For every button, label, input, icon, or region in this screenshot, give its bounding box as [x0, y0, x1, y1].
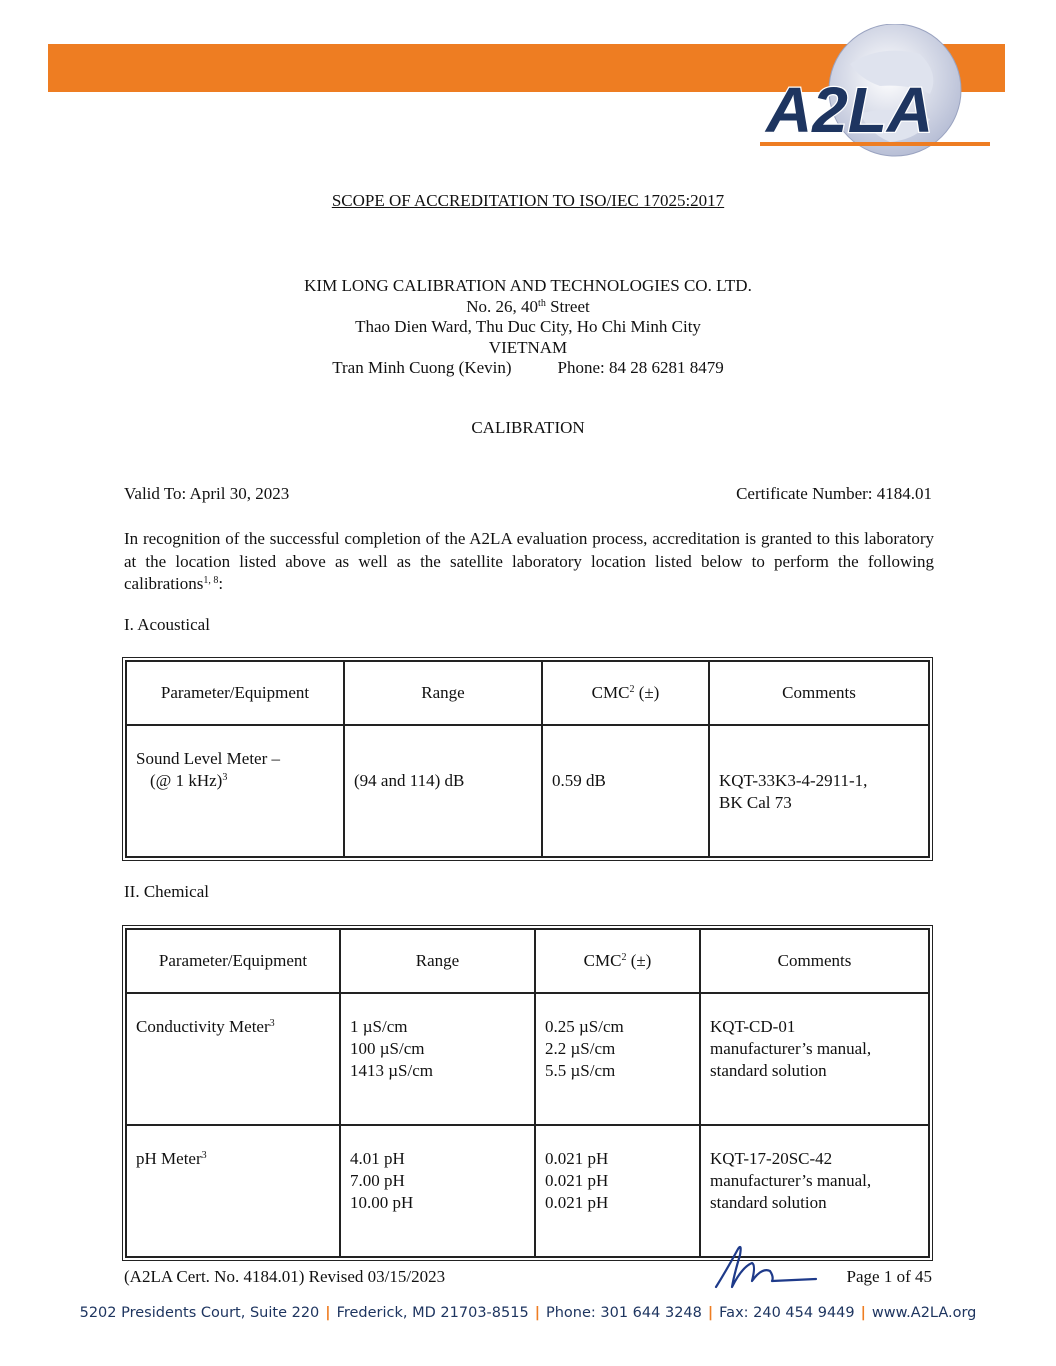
page-title: SCOPE OF ACCREDITATION TO ISO/IEC 17025:2017	[331, 191, 725, 210]
address-website-link[interactable]: www.A2LA.org	[871, 1305, 977, 1321]
address-fax: Fax: 240 454 9449	[719, 1305, 855, 1321]
col-header-range: Range	[340, 929, 535, 993]
col-header-cmc: CMC$^2$ (±)	[535, 929, 700, 993]
page-number: Page 1 of 45	[846, 1267, 932, 1286]
lab-street: No. 26, 40th Street	[466, 296, 590, 316]
a2la-globe-logo-icon	[760, 24, 990, 164]
table-row	[126, 993, 929, 1125]
contact-phone: Phone: 84 28 6281 8479	[557, 358, 724, 377]
intro-paragraph: In recognition of the successful completion of the A2LA evaluation process, accreditation is granted to this laboratory at the location listed above as well as the satellite laboratory location listed below to perform the following calibrations$^{1, 8}$:	[124, 529, 934, 593]
table-row	[126, 1125, 929, 1257]
acoustical-table	[122, 657, 933, 861]
col-header-comments: Comments	[700, 929, 929, 993]
col-header-param: Parameter/Equipment	[126, 929, 340, 993]
cell-cmc: 0.25 µS/cm 2.2 µS/cm 5.5 µS/cm	[535, 993, 700, 1125]
certificate-number: Certificate Number: 4184.01	[736, 484, 932, 503]
col-header-param: Parameter/Equipment	[126, 661, 344, 725]
cell-param: Conductivity Meter$^3$	[126, 993, 340, 1125]
table-header-row	[126, 929, 929, 993]
cell-range: 4.01 pH 7.00 pH 10.00 pH	[340, 1125, 535, 1257]
chemical-table	[122, 925, 933, 1261]
cell-param: Sound Level Meter – (@ 1 kHz)$^3$	[126, 725, 344, 857]
valid-to: Valid To: April 30, 2023	[124, 484, 290, 503]
signature-icon	[712, 1241, 822, 1291]
cell-param: pH Meter$^3$	[126, 1125, 340, 1257]
address-bar: 5202 Presidents Court, Suite 220 | Frederick, MD 21703-8515 | Phone: 301 644 3248 | Fax: 240 454 9449 | www.A2LA.org	[79, 1305, 977, 1321]
logo-wordmark: A2LA	[766, 74, 934, 146]
table-header-row	[126, 661, 929, 725]
address-street: 5202 Presidents Court, Suite 220	[79, 1305, 320, 1321]
revision-note: (A2LA Cert. No. 4184.01) Revised 03/15/2023	[124, 1267, 446, 1286]
lab-contact	[0, 358, 1056, 379]
lab-address-block	[0, 276, 1056, 379]
col-header-range: Range	[344, 661, 542, 725]
col-header-comments: Comments	[709, 661, 929, 725]
table-row	[126, 725, 929, 857]
section-heading-acoustical: I. Acoustical	[124, 615, 210, 634]
address-phone: Phone: 301 644 3248	[545, 1305, 702, 1321]
lab-country: VIETNAM	[488, 337, 568, 357]
section-heading-chemical: II. Chemical	[124, 882, 209, 901]
cell-range: 1 µS/cm 100 µS/cm 1413 µS/cm	[340, 993, 535, 1125]
cell-cmc: 0.59 dB	[542, 725, 709, 857]
cell-comments: KQT-33K3-4-2911-1, BK Cal 73	[709, 725, 929, 857]
lab-city: Thao Dien Ward, Thu Duc City, Ho Chi Minh City	[355, 317, 701, 336]
cell-cmc: 0.021 pH 0.021 pH 0.021 pH	[535, 1125, 700, 1257]
lab-name: KIM LONG CALIBRATION AND TECHNOLOGIES CO. LTD.	[304, 276, 752, 295]
contact-name: Tran Minh Cuong (Kevin)	[332, 358, 512, 377]
field-heading: CALIBRATION	[471, 418, 585, 437]
col-header-cmc: CMC$^2$ (±)	[542, 661, 709, 725]
address-city: Frederick, MD 21703-8515	[336, 1305, 529, 1321]
cell-comments: KQT-17-20SC-42 manufacturer’s manual, standard solution	[700, 1125, 929, 1257]
cell-range: (94 and 114) dB	[344, 725, 542, 857]
cell-comments: KQT-CD-01 manufacturer’s manual, standard solution	[700, 993, 929, 1125]
